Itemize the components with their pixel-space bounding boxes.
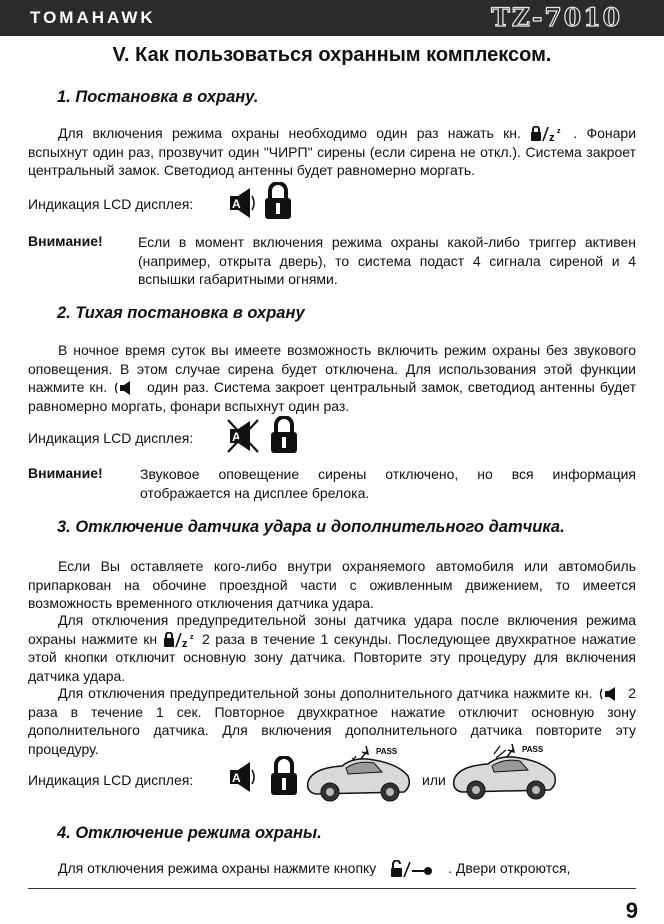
brand-logo: TOMAHAWK [30,8,156,27]
section-3-indication-label: Индикация LCD дисплея: [28,772,194,788]
mute-horn-icon [597,686,623,702]
section-3-paragraph-1: Если Вы оставляете кого-либо внутри охраняемого автомобиля или автомобиль припаркован на обочине проездной части с оживленным движением, то имеется возможность временного отключения датчика удара. [28,558,636,611]
section-3-text-2b: 2 раза в течение 1 секунды. Последующее двухкратное нажатие этой кнопки отключит основную зону датчика. Повторите эту процедуру для включения датчика удара. [28,630,637,684]
siren-horn-icon [226,760,256,794]
section-3-text-2a: Для отключения предупредительной зоны датчика удара после включения режима охраны нажмите кн [28,612,636,647]
section-3-text-3a: Для отключения предупредительной зоны дополнительного датчика нажмите кн. [58,685,593,701]
car-shock-sensor-icon [302,742,414,806]
section-1-indication-label: Индикация LCD дисплея: [28,196,194,212]
svg-text:z: z [549,132,555,143]
siren-muted-icon [226,418,260,454]
lock-closed-icon [264,182,292,220]
svg-text:z: z [189,633,194,641]
mute-horn-icon [112,380,142,396]
or-label: или [422,772,446,788]
section-2-text-a: В ночное время суток вы имеете возможность включить режим охраны без звукового оповещения. В этом случае сирена будет отключена. Для использования этой функции нажмите кн. [28,342,636,395]
page-title: V. Как пользоваться охранным комплексом. [112,44,552,66]
lock-closed-icon [270,756,298,796]
siren-horn-icon [226,186,256,220]
section-2-paragraph [28,341,636,415]
section-1-warning-label: Внимание! [28,233,103,249]
svg-text:A: A [232,430,241,444]
car-extra-sensor-icon [448,740,560,804]
svg-text:A: A [232,197,241,211]
section-1-text-a: Для включения режима охраны необходимо один раз нажать кн. [58,125,521,141]
section-1-warning-text: Если в момент включения режима охраны какой-либо триггер активен (например, открыта дверь), то система подаст 4 сигнала сиреной и 4 вспышки габаритными огнями. [138,234,636,287]
section-4-text-b: . Двери откроются, [448,860,571,876]
lock-z-icon [530,126,564,142]
section-3-paragraph-2 [28,611,636,685]
section-1-text-b: . Фонари вспыхнут один раз, прозвучит один "ЧИРП" сирены (если сирена не откл.). Система закроет центральный замок. Светодиод антенны будет равномерно моргать. [28,125,637,178]
pass-label: PASS [376,747,398,756]
section-1-paragraph [28,124,636,180]
lock-z-icon [163,632,197,648]
model-name: TZ-7010 [491,3,622,32]
pass-label: PASS [522,745,544,754]
section-2-warning-label: Внимание! [28,465,103,481]
section-2-text-b: один раз. Система закроет центральный замок, светодиод антенны будет равномерно моргать, фонари вспыхнут один раз. [28,379,636,414]
section-1-heading: 1. Постановка в охрану. [57,88,259,106]
unlock-key-icon [390,860,434,878]
section-2-heading: 2. Тихая постановка в охрану [57,304,305,322]
section-4-paragraph [28,859,636,878]
lock-closed-icon [270,416,298,454]
section-2-indication-label: Индикация LCD дисплея: [28,430,194,446]
section-3-text-3b: 2 раза в течение 1 сек. Повторное двухкратное нажатие отключит основную зону дополнительного датчика. Для включения дополнительного датчика повторите эту процедуру. [28,685,637,757]
svg-text:z: z [181,637,188,648]
footer-divider [28,888,636,889]
section-4-text-a: Для отключения режима охраны нажмите кнопку [58,860,377,876]
svg-text:A: A [232,771,241,785]
svg-text:z: z [557,128,561,136]
section-3-heading: 3. Отключение датчика удара и дополнительного датчика. [57,518,565,536]
page-number: 9 [625,898,638,923]
section-4-heading: 4. Отключение режима охраны. [57,824,322,842]
section-2-warning-text: Звуковое оповещение сирены отключено, но вся информация отображается на дисплее брелока. [140,466,636,501]
